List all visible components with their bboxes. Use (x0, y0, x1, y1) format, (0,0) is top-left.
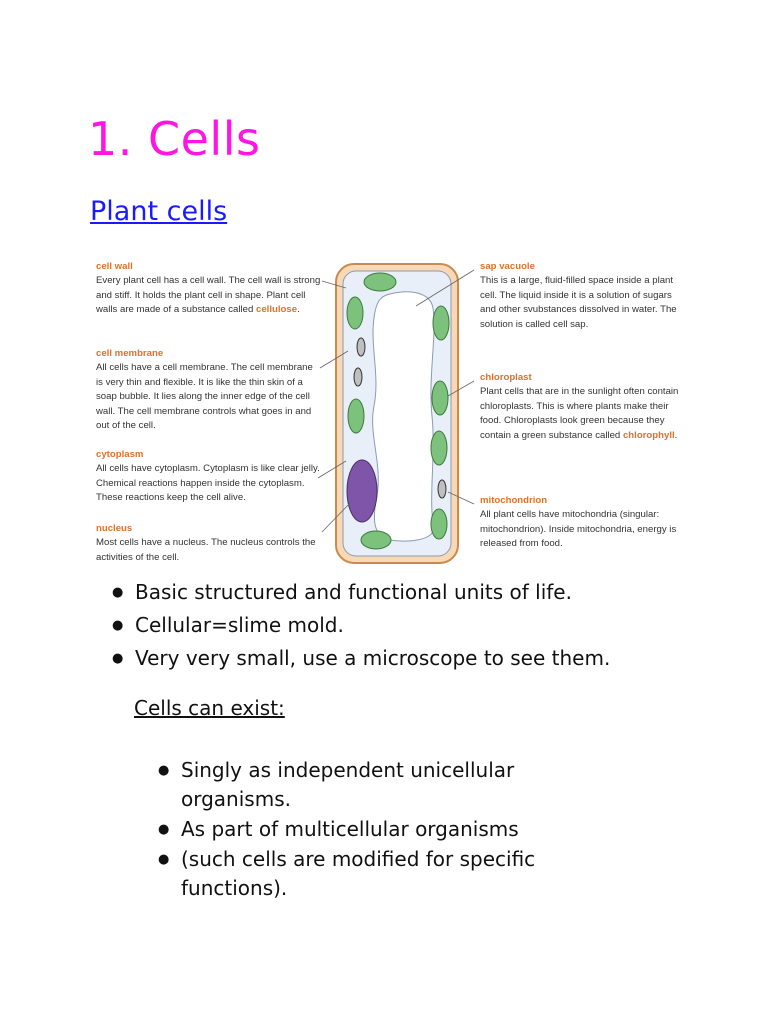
list-item: ● (such cells are modified for specific functions). (158, 845, 628, 903)
page-title: 1. Cells (88, 112, 261, 166)
list-item: ● As part of multicellular organisms (158, 815, 628, 844)
label-highlight: chlorophyll (622, 429, 675, 441)
label-heading: sap vacuole (480, 261, 535, 272)
chloroplast-shape (433, 306, 449, 340)
nucleus-shape (347, 460, 377, 522)
label-heading: cell membrane (96, 348, 164, 359)
label-punct: . (674, 429, 678, 441)
label-mitochondrion (480, 494, 680, 552)
label-text: This is a large, fluid-filled space inside a plant cell. The liquid inside it is a solution of sugars and other svubstances dissolved in water. The solution is called cell sap. (480, 275, 677, 330)
label-heading: cell wall (96, 261, 133, 272)
label-text: Every plant cell has a cell wall. The cell wall is strong and stiff. It holds the plant cell in shape. Plant cell walls are made of a substance called (96, 275, 321, 316)
label-text: Plant cells that are in the sunlight often contain chloroplasts. This is where plants make their food. Chloroplasts look green because they contain a green substance called (480, 386, 679, 441)
label-punct: . (297, 304, 300, 316)
chloroplast-shape (432, 381, 448, 415)
chloroplast-shape (364, 273, 396, 291)
label-heading: cytoplasm (96, 449, 144, 460)
cells-can-exist-heading: Cells can exist: (134, 696, 285, 720)
list-item: ● Basic structured and functional units of life. (112, 578, 712, 607)
label-cell-wall (96, 260, 324, 318)
list-item: ● Singly as independent unicellular organisms. (158, 756, 628, 814)
section-heading-plant-cells: Plant cells (90, 196, 228, 227)
chloroplast-shape (431, 431, 447, 465)
mitochondrion-shape (354, 368, 362, 386)
label-highlight: cellulose (256, 304, 298, 316)
label-cell-membrane (96, 347, 322, 433)
cells-can-exist-list (158, 756, 628, 904)
mitochondrion-shape (357, 338, 365, 356)
list-item: ● Cellular=slime mold. (112, 611, 712, 640)
label-chloroplast (480, 371, 690, 443)
chloroplast-shape (348, 399, 364, 433)
chloroplast-shape (361, 531, 391, 549)
mitochondrion-shape (438, 480, 446, 498)
label-sap-vacuole (480, 260, 682, 332)
label-text: All cells have cytoplasm. Cytoplasm is like clear jelly. Chemical reactions happen inside the cytoplasm. These reactions keep the cell alive. (96, 463, 320, 504)
plant-cell-diagram (90, 256, 690, 572)
label-text: All plant cells have mitochondria (singular: mitochondrion). Inside mitochondria, energy is released from food. (480, 509, 677, 550)
label-heading: nucleus (96, 523, 133, 534)
label-heading: mitochondrion (480, 495, 548, 506)
chloroplast-shape (347, 297, 363, 329)
label-heading: chloroplast (480, 372, 532, 383)
label-text: Most cells have a nucleus. The nucleus controls the activities of the cell. (96, 537, 316, 563)
label-cytoplasm (96, 448, 322, 506)
list-item: ● Very very small, use a microscope to see them. (112, 644, 712, 673)
main-bullet-list (112, 578, 712, 677)
chloroplast-shape (431, 509, 447, 539)
label-text: All cells have a cell membrane. The cell membrane is very thin and flexible. It is like the thin skin of a soap bubble. It lies along the inner edge of the cell wall. The cell membrane controls what goes in and out of the cell. (96, 362, 313, 432)
label-nucleus (96, 522, 326, 565)
sap-vacuole-shape (373, 292, 434, 541)
